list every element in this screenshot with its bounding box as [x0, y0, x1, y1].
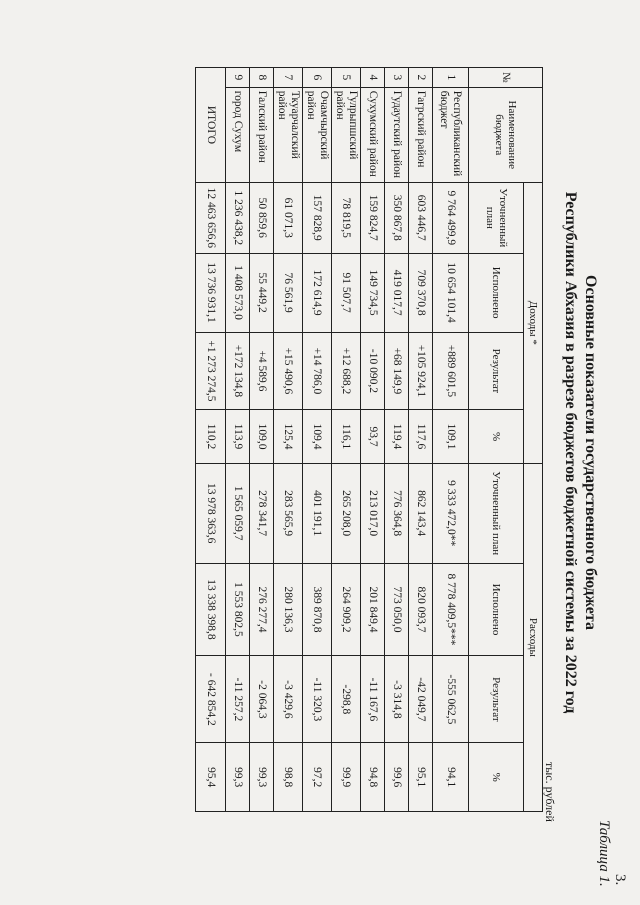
budget-name-cell: Гудаутский район [385, 87, 409, 182]
income-plan-cell: 50 859,6 [250, 182, 274, 253]
expense-result-cell: -555 062,5 [433, 656, 469, 743]
income-percent-cell: 109,1 [433, 410, 469, 463]
table-row [332, 68, 361, 812]
expense-plan-cell: 776 364,8 [385, 463, 409, 563]
row-number-cell: 7 [274, 68, 303, 88]
expense-executed-cell: 820 093,7 [409, 563, 433, 656]
income-percent-cell: 119,4 [385, 410, 409, 463]
expense-plan-cell: 265 208,0 [332, 463, 361, 563]
income-executed-cell: 10 654 101,4 [433, 253, 469, 332]
budget-name-cell: Ткуарчалский район [274, 87, 303, 182]
document-title [560, 0, 600, 905]
header-expense-executed: Исполнено [469, 563, 524, 656]
row-number-cell: 5 [332, 68, 361, 88]
expense-executed-cell: 773 050,0 [385, 563, 409, 656]
income-result-cell: +14 786,0 [303, 332, 332, 410]
total-income-result: +1 273 274,5 [196, 332, 226, 410]
expense-percent-cell: 99,9 [332, 743, 361, 812]
expense-executed-cell: 8 778 409,5*** [433, 563, 469, 656]
total-income-percent: 110,2 [196, 410, 226, 463]
income-plan-cell: 78 819,5 [332, 182, 361, 253]
table-row [433, 68, 469, 812]
expense-percent-cell: 99,3 [226, 743, 250, 812]
header-income-executed: Исполнено [469, 253, 524, 332]
expense-plan-cell: 401 191,1 [303, 463, 332, 563]
expense-result-cell: -11 320,3 [303, 656, 332, 743]
page-number: 3. [612, 874, 628, 886]
income-plan-cell: 350 867,8 [385, 182, 409, 253]
header-number: № [469, 68, 543, 88]
row-number-cell: 2 [409, 68, 433, 88]
table-row [409, 68, 433, 812]
income-executed-cell: 419 017,7 [385, 253, 409, 332]
expense-plan-cell: 1 565 059,7 [226, 463, 250, 563]
units-note: тыс. рублей [543, 762, 557, 822]
expense-result-cell: -3 429,6 [274, 656, 303, 743]
header-expense-percent: % [469, 743, 524, 812]
expense-executed-cell: 264 909,2 [332, 563, 361, 656]
income-executed-cell: 91 507,7 [332, 253, 361, 332]
budget-table [195, 67, 543, 812]
total-expense-plan: 13 978 363,6 [196, 463, 226, 563]
table-row [274, 68, 303, 812]
expense-executed-cell: 1 553 802,5 [226, 563, 250, 656]
row-number-cell: 4 [361, 68, 385, 88]
income-executed-cell: 172 614,9 [303, 253, 332, 332]
total-income-plan: 12 463 656,6 [196, 182, 226, 253]
table-row [303, 68, 332, 812]
income-plan-cell: 9 764 499,9 [433, 182, 469, 253]
row-number-cell: 3 [385, 68, 409, 88]
income-percent-cell: 109,0 [250, 410, 274, 463]
budget-name-cell: Гулрыпшский район [332, 87, 361, 182]
table-row [385, 68, 409, 812]
expense-executed-cell: 389 870,8 [303, 563, 332, 656]
header-income-percent: % [469, 410, 524, 463]
header-income-result: Результат [469, 332, 524, 410]
expense-plan-cell: 283 565,9 [274, 463, 303, 563]
expense-executed-cell: 276 277,4 [250, 563, 274, 656]
row-number-cell: 1 [433, 68, 469, 88]
income-percent-cell: 93,7 [361, 410, 385, 463]
budget-name-cell: Гагрский район [409, 87, 433, 182]
header-expense-result: Результат [469, 656, 524, 743]
budget-name-cell: Сухумский район [361, 87, 385, 182]
income-plan-cell: 603 446,7 [409, 182, 433, 253]
expense-percent-cell: 94,1 [433, 743, 469, 812]
expense-plan-cell: 9 333 472,0** [433, 463, 469, 563]
header-expense-plan: Уточненный план [469, 463, 524, 563]
income-result-cell: +68 149,9 [385, 332, 409, 410]
table-row [361, 68, 385, 812]
expense-result-cell: -2 064,3 [250, 656, 274, 743]
income-executed-cell: 1 408 573,0 [226, 253, 250, 332]
table-label: Таблица 1. [596, 820, 612, 887]
expense-plan-cell: 213 017,0 [361, 463, 385, 563]
income-executed-cell: 709 370,8 [409, 253, 433, 332]
income-executed-cell: 76 561,9 [274, 253, 303, 332]
total-income-executed: 13 736 931,1 [196, 253, 226, 332]
expense-percent-cell: 99,3 [250, 743, 274, 812]
income-result-cell: +4 589,6 [250, 332, 274, 410]
income-percent-cell: 109,4 [303, 410, 332, 463]
budget-name-cell: Очамчырский район [303, 87, 332, 182]
table-row [250, 68, 274, 812]
income-percent-cell: 125,4 [274, 410, 303, 463]
income-result-cell: +105 924,1 [409, 332, 433, 410]
total-expense-percent: 95,4 [196, 743, 226, 812]
total-label: ИТОГО [196, 68, 226, 183]
expense-percent-cell: 94,8 [361, 743, 385, 812]
header-income: Доходы * [524, 182, 543, 463]
income-plan-cell: 159 824,7 [361, 182, 385, 253]
expense-percent-cell: 98,8 [274, 743, 303, 812]
expense-result-cell: -42 049,7 [409, 656, 433, 743]
income-plan-cell: 61 071,3 [274, 182, 303, 253]
expense-plan-cell: 862 143,4 [409, 463, 433, 563]
title-line-1: Основные показатели государственного бюджета [582, 275, 599, 630]
income-plan-cell: 1 236 438,2 [226, 182, 250, 253]
header-budget-name: Наименование бюджета [469, 87, 543, 182]
budget-name-cell: город Сухум [226, 87, 250, 182]
income-plan-cell: 157 828,9 [303, 182, 332, 253]
income-result-cell: +172 134,8 [226, 332, 250, 410]
expense-percent-cell: 97,2 [303, 743, 332, 812]
row-number-cell: 8 [250, 68, 274, 88]
expense-result-cell: -11 167,6 [361, 656, 385, 743]
income-executed-cell: 149 734,5 [361, 253, 385, 332]
income-result-cell: +889 601,5 [433, 332, 469, 410]
header-expense: Расходы [524, 463, 543, 811]
expense-plan-cell: 278 341,7 [250, 463, 274, 563]
total-row [196, 68, 226, 812]
expense-executed-cell: 201 849,4 [361, 563, 385, 656]
expense-result-cell: -11 257,2 [226, 656, 250, 743]
income-executed-cell: 55 449,2 [250, 253, 274, 332]
total-expense-executed: 13 338 398,8 [196, 563, 226, 656]
header-income-plan: Уточненный план [469, 182, 524, 253]
budget-name-cell: Галский район [250, 87, 274, 182]
income-result-cell: -10 090,2 [361, 332, 385, 410]
expense-result-cell: -3 314,8 [385, 656, 409, 743]
expense-result-cell: -298,8 [332, 656, 361, 743]
expense-percent-cell: 99,6 [385, 743, 409, 812]
income-percent-cell: 116,1 [332, 410, 361, 463]
budget-name-cell: Республиканский бюджет [433, 87, 469, 182]
title-line-2: Республики Абхазия в разрезе бюджетов бюджетной системы за 2022 год [562, 191, 579, 714]
expense-percent-cell: 95,1 [409, 743, 433, 812]
expense-executed-cell: 280 136,3 [274, 563, 303, 656]
income-result-cell: +15 490,6 [274, 332, 303, 410]
row-number-cell: 9 [226, 68, 250, 88]
total-expense-result: - 642 854,2 [196, 656, 226, 743]
income-result-cell: +12 688,2 [332, 332, 361, 410]
header-row-groups [524, 68, 543, 812]
income-percent-cell: 117,6 [409, 410, 433, 463]
row-number-cell: 6 [303, 68, 332, 88]
table-row [226, 68, 250, 812]
income-percent-cell: 113,9 [226, 410, 250, 463]
